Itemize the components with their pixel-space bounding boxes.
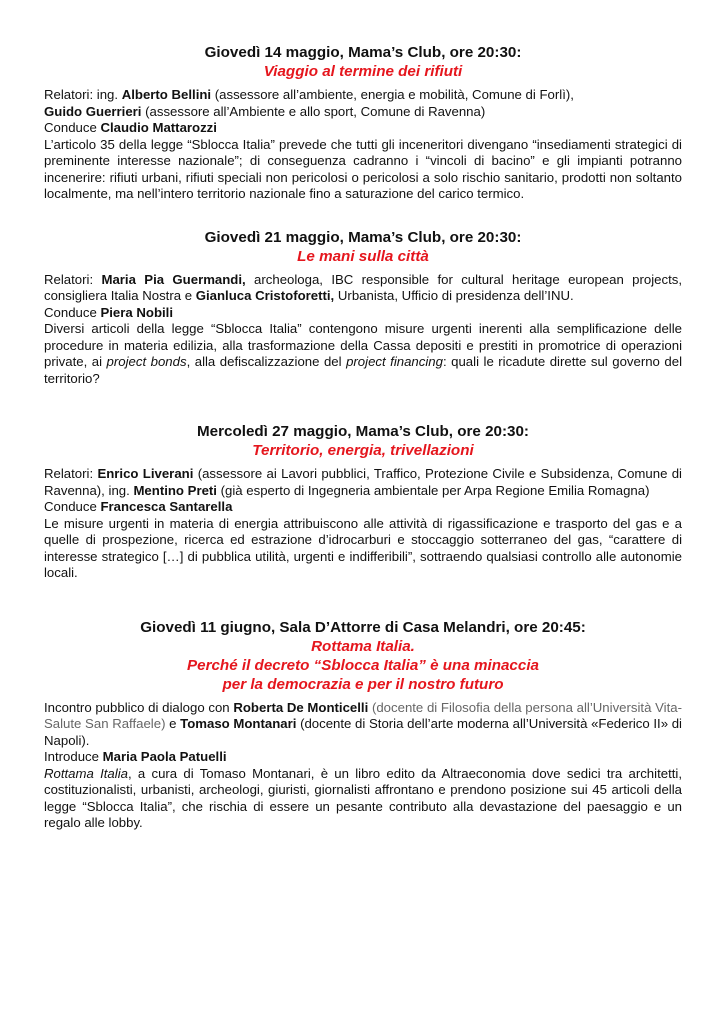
speakers-label: Relatori: ing. [44, 87, 122, 102]
moderator-name: Francesca Santarella [100, 499, 233, 514]
moderator-name: Claudio Mattarozzi [100, 120, 217, 135]
description-italic: Rottama Italia [44, 765, 128, 781]
event-moderator [44, 499, 682, 516]
event-description: Le misure urgenti in materia di energia attribuiscono alle attività di rigassificazione e trasporto del gas e a quelle di prospezione, ricerca ed estrazione d’idrocarburi e stoccaggio sotterraneo del gas, “carattere di interesse strategico […] di pubblica utilità, urgenti e indifferibili”, sottraendo qualsiasi controllo alle autonomie locali. [44, 515, 682, 580]
description-italic: project bonds [106, 354, 187, 369]
description-text: , a cura di Tomaso Montanari, è un libro edito da Altraeconomia dove sedici tra architetti, costituzionalisti, urbanisti, archeologi, giuristi, giornalisti affrontano e prendono posizione sui 45 articoli della legge “Sblocca Italia”, che rischia di essere un pesante contributo alla devastazione del paesaggio e un regalo alle lobby. [44, 765, 682, 830]
event-introducer [44, 749, 682, 766]
speaker-name: Tomaso Montanari [180, 716, 297, 731]
speakers-label: Relatori: [44, 466, 98, 481]
event-title-line: per la democrazia e per il nostro futuro [222, 675, 504, 693]
speaker-name: Maria Pia Guermandi, [101, 271, 246, 287]
speaker-name: Gianluca Cristoforetti, [195, 288, 335, 303]
event-14-maggio [44, 44, 682, 203]
event-title-line: Perché il decreto “Sblocca Italia” è una minaccia [187, 656, 539, 674]
speaker-name: Mentino Preti [133, 482, 217, 498]
speakers-label: Incontro pubblico di dialogo con [44, 699, 234, 715]
speaker-role: (docente di Filosofia della persona all’Università Vita-Salute San Raffaele) [44, 699, 682, 731]
event-description [44, 766, 682, 832]
event-heading: Giovedì 14 maggio, Mama’s Club, ore 20:30: [204, 44, 522, 61]
moderator-label: Conduce [44, 120, 101, 135]
introducer-label: Introduce [44, 749, 103, 764]
speaker-role: Urbanista, Ufficio di presidenza dell’INU. [334, 288, 574, 303]
event-title [44, 637, 682, 694]
speaker-role: (docente di Storia dell’arte moderna all’Università «Federico II» di Napoli). [44, 716, 682, 748]
description-text: : quali le ricadute dirette sul governo del territorio? [44, 354, 682, 386]
event-heading: Mercoledì 27 maggio, Mama’s Club, ore 20:30: [197, 423, 529, 440]
event-speakers [44, 466, 682, 499]
description-italic: project financing [346, 354, 443, 369]
speaker-name: Roberta De Monticelli [233, 699, 369, 715]
event-moderator [44, 120, 682, 137]
speaker-role: (assessore all’Ambiente e allo sport, Comune di Ravenna) [141, 103, 486, 119]
speaker-role: (assessore ai Lavori pubblici, Traffico, Protezione Civile e Subsidenza, Comune di Ravenna), ing. [44, 466, 682, 498]
speaker-name: Guido Guerrieri [44, 103, 142, 119]
event-27-maggio [44, 423, 682, 582]
event-21-maggio [44, 229, 682, 388]
event-moderator [44, 305, 682, 322]
event-title: Viaggio al termine dei rifiuti [263, 63, 463, 80]
event-heading: Giovedì 21 maggio, Mama’s Club, ore 20:30: [204, 228, 522, 246]
event-speakers [44, 700, 682, 750]
moderator-label: Conduce [44, 499, 101, 514]
moderator-label: Conduce [44, 304, 101, 320]
description-text: Diversi articoli della legge “Sblocca Italia” contengono misure urgenti inerenti alla semplificazione delle procedure in materia edilizia, alla trasformazione della Cassa depositi e prestiti in promotrice di operazioni private, ai [44, 321, 682, 369]
moderator-name: Piera Nobili [100, 304, 174, 320]
document-page [44, 44, 682, 860]
event-11-giugno [44, 619, 682, 832]
speaker-name: Alberto Bellini [121, 87, 212, 102]
speaker-role: (già esperto di Ingegneria ambientale per Arpa Regione Emilia Romagna) [216, 482, 650, 498]
introducer-name: Maria Paola Patuelli [102, 749, 227, 764]
event-speakers [44, 87, 682, 120]
event-description [44, 321, 682, 387]
event-title: Territorio, energia, trivellazioni [252, 442, 474, 459]
event-title: Le mani sulla città [297, 247, 429, 265]
event-description: L’articolo 35 della legge “Sblocca Italia” prevede che tutti gli inceneritori divengano “insediamenti strategici di preminente interesse nazionale”; di conseguenza cadranno i “vincoli di bacino” e gli impianti potranno incenerire: rifiuti urbani, rifiuti speciali non pericolosi o pericolosi a solo rischio sanitario, prodotti non soltanto localmente, ma nell’intero territorio nazionale fino a saturazione del carico termico. [44, 136, 682, 201]
speaker-role: archeologa, IBC responsible for cultural heritage european projects, consigliera Italia Nostra e [44, 271, 682, 303]
event-heading: Giovedì 11 giugno, Sala D’Attorre di Casa Melandri, ore 20:45: [140, 618, 586, 636]
description-text: , alla defiscalizzazione del [186, 354, 347, 369]
speaker-name: Enrico Liverani [97, 466, 194, 481]
speaker-role: (assessore all’ambiente, energia e mobilità, Comune di Forlì), [211, 87, 574, 102]
speakers-label: Relatori: [44, 271, 102, 287]
event-speakers [44, 272, 682, 305]
event-title-line: Rottama Italia. [311, 637, 415, 655]
speaker-connector: e [165, 716, 181, 731]
